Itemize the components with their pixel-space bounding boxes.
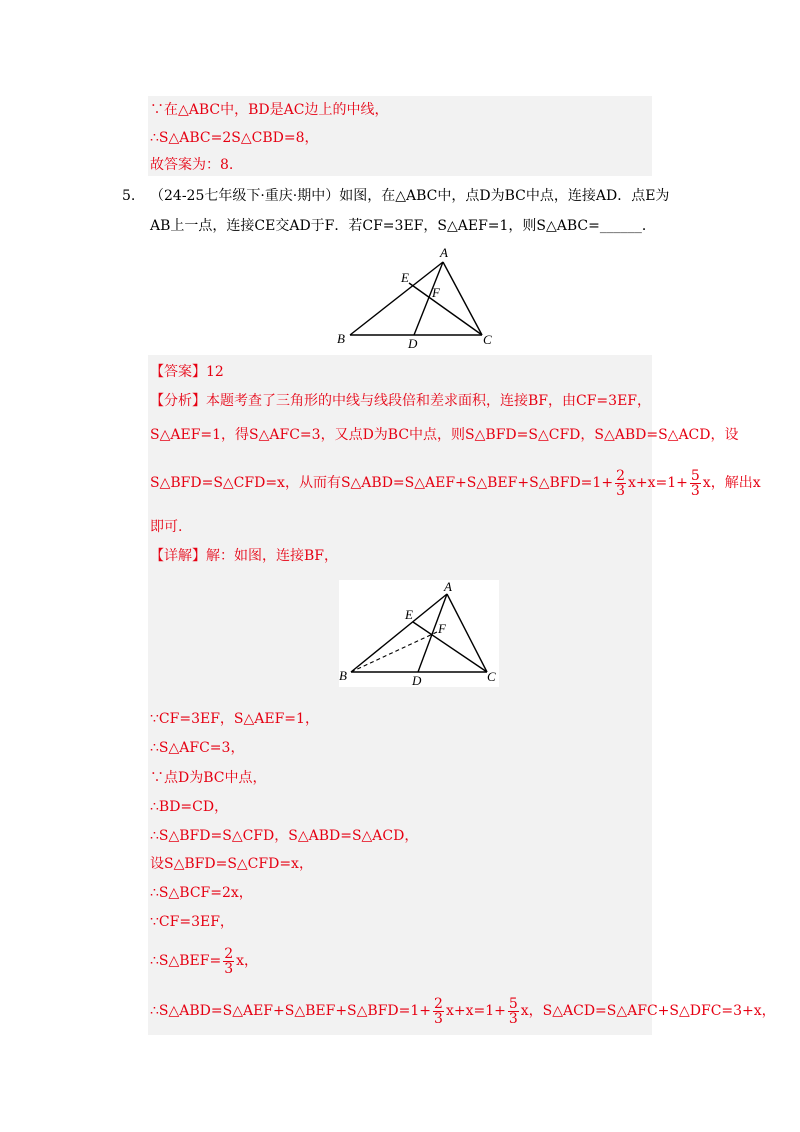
detail-step-8: ∵CF=3EF，	[150, 914, 234, 930]
fraction-five-thirds: $\frac{5}{3}$	[690, 467, 700, 499]
triangle-figure-2	[339, 580, 499, 687]
label-A: A	[444, 580, 452, 594]
fraction-two-thirds: $\frac{2}{3}$	[616, 467, 625, 499]
detail-step-7: ∴S△BCF=2x，	[150, 885, 253, 901]
step9-text-b: x，	[236, 953, 259, 969]
analysis-text-a: S△BFD=S△CFD=x，从而有S△ABD=S△AEF+S△BEF+S△BFD=1+	[150, 475, 614, 491]
step9-text-a: ∴S△BEF=	[150, 953, 222, 969]
solution-block	[148, 355, 652, 1035]
answer-value: 12	[206, 364, 224, 380]
label-B: B	[339, 668, 347, 683]
label-E: E	[405, 607, 413, 622]
answer-label: 【答案】	[150, 364, 206, 380]
detail-title: 【详解】解：如图，连接BF，	[150, 548, 339, 564]
detail-step-10	[150, 996, 776, 1026]
detail-step-2: ∴S△AFC=3，	[150, 740, 245, 756]
detail-step-5: ∴S△BFD=S△CFD，S△ABD=S△ACD，	[150, 828, 419, 844]
step10-text-b: x+x=1+	[445, 1003, 506, 1019]
step10-text-c: x，S△ACD=S△AFC+S△DFC=3+x，	[520, 1003, 776, 1019]
question-line-2: AB上一点，连接CE交AD于F．若CF=3EF，S△AEF=1，则S△ABC=______．	[150, 218, 656, 234]
label-A: A	[440, 245, 448, 260]
label-C: C	[483, 332, 492, 347]
detail-step-9	[150, 946, 258, 976]
label-B: B	[337, 331, 345, 346]
label-D: D	[408, 336, 418, 350]
fraction-two-thirds: $\frac{2}{3}$	[224, 945, 234, 977]
fraction-two-thirds: $\frac{2}{3}$	[434, 995, 443, 1027]
detail-step-6: 设S△BFD=S△CFD=x，	[150, 856, 313, 872]
label-F: F	[438, 621, 446, 636]
detail-step-3: ∵点D为BC中点，	[150, 770, 267, 786]
analysis-text-b: x+x=1+	[627, 475, 688, 491]
fraction-five-thirds: $\frac{5}{3}$	[508, 995, 518, 1027]
detail-step-1: ∵CF=3EF，S△AEF=1，	[150, 711, 319, 727]
detail-step-4: ∴BD=CD，	[150, 799, 229, 815]
step10-text-a: ∴S△ABD=S△AEF+S△BEF+S△BFD=1+	[150, 1003, 432, 1019]
analysis-line-4: 即可.	[150, 519, 183, 535]
answer-line	[150, 362, 224, 382]
label-F: F	[432, 285, 440, 300]
label-E: E	[401, 270, 409, 285]
label-C: C	[487, 669, 496, 684]
question-number: 5.	[122, 188, 136, 204]
label-D: D	[412, 673, 422, 687]
prev-line-3: 故答案为：8.	[150, 157, 234, 173]
analysis-line-1: 【分析】本题考查了三角形的中线与线段倍和差求面积，连接BF，由CF=3EF，	[150, 393, 651, 409]
analysis-line-3	[150, 468, 761, 498]
triangle-figure-1	[335, 245, 500, 350]
analysis-line-2: S△AEF=1，得S△AFC=3，又点D为BC中点，则S△BFD=S△CFD，S△ABD=S△ACD，设	[150, 427, 739, 443]
question-line-1: （24-25七年级下·重庆·期中）如图，在△ABC中，点D为BC中点，连接AD．点E为	[150, 188, 670, 204]
analysis-text-c: x，解出x	[702, 475, 761, 491]
prev-line-1: ∵在△ABC中，BD是AC边上的中线，	[150, 102, 389, 118]
prev-line-2: ∴S△ABC=2S△CBD=8，	[150, 130, 319, 146]
